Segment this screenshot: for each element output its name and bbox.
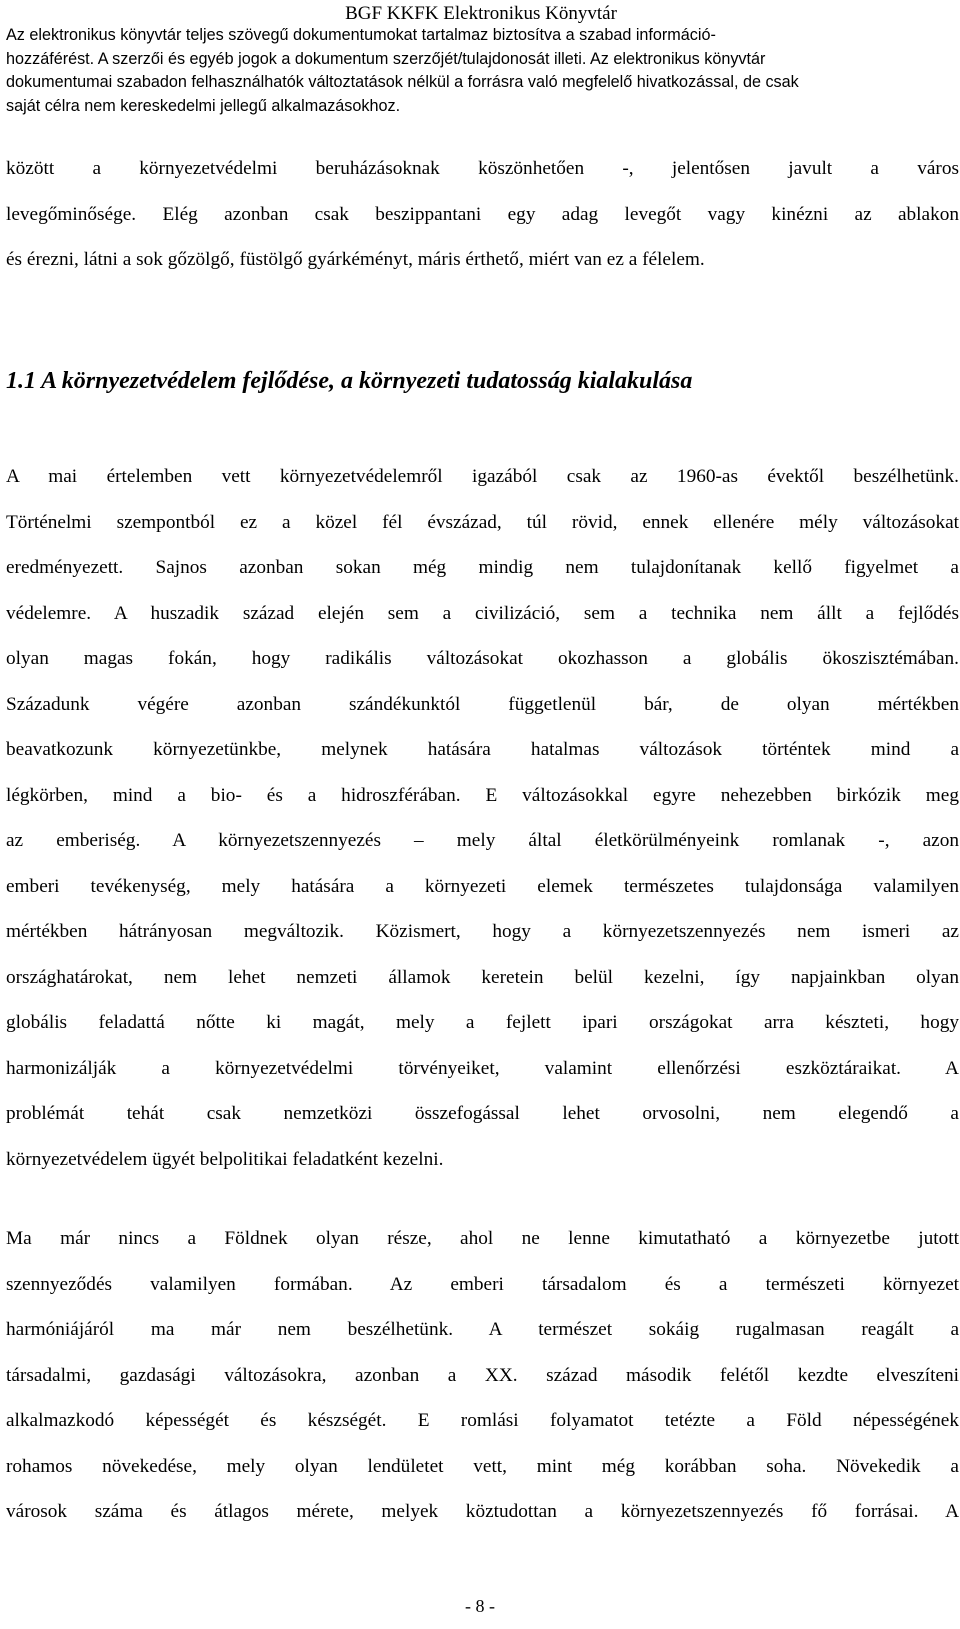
paragraph-line: alkalmazkodó képességét és készségét. E romlási folyamatot tetézte a Föld népességének (6, 1410, 959, 1431)
notice-line: dokumentumai szabadon felhasználhatók változtatások nélkül a forrásra való megfelelő hivatkozással, de csak (6, 73, 799, 91)
library-notice-banner (6, 3, 956, 118)
paragraph-line: rohamos növekedése, mely olyan lendületet vett, mint még korábban soha. Növekedik a (6, 1455, 959, 1477)
paragraph-line: védelemre. A huszadik század elején sem a civilizáció, sem a technika nem állt a fejlődés (6, 602, 959, 624)
paragraph-line: levegőminősége. Elég azonban csak beszippantani egy adag levegőt vagy kinézni az ablakon (6, 203, 959, 225)
notice-line: Az elektronikus könyvtár teljes szövegű dokumentumokat tartalmaz biztosítva a szabad információ- (6, 26, 716, 44)
paragraph-line: légkörben, mind a bio- és a hidroszférában. E változásokkal egyre nehezebben birkózik meg (6, 784, 959, 806)
paragraph-line: globális feladattá nőtte ki magát, mely a fejlett ipari országokat arra készteti, hogy (6, 1012, 959, 1033)
paragraph-line: beavatkozunk környezetünkbe, melynek hatására hatalmas változások történtek mind a (6, 739, 959, 760)
paragraph-line: problémát tehát csak nemzetközi összefogással lehet orvosolni, nem elegendő a (6, 1103, 959, 1124)
notice-line: hozzáférést. A szerzői és egyéb jogok a dokumentum szerzőjét/tulajdonosát illeti. Az elektronikus könyvtár (6, 49, 766, 68)
paragraph-pollution (6, 1216, 959, 1535)
paragraph-line: A mai értelemben vett környezetvédelemről igazából csak az 1960-as évektől beszélhetünk. (6, 466, 959, 487)
paragraph-line: Századunk végére azonban szándékunktól függetlenül bár, de olyan mértékben (6, 693, 959, 715)
paragraph-line: eredményezett. Sajnos azonban sokan még mindig nem tulajdonítanak kellő figyelmet a (6, 557, 959, 578)
paragraph-environmental-protection (6, 454, 959, 1182)
paragraph-line: társadalmi, gazdasági változásokra, azonban a XX. század második felétől kezdte elveszíteni (6, 1364, 959, 1386)
paragraph-line: mértékben hátrányosan megváltozik. Közismert, hogy a környezetszennyezés nem ismeri az (6, 921, 959, 942)
page-number: - 8 - (465, 1596, 495, 1616)
paragraph-line: és érezni, látni a sok gőzölgő, füstölgő gyárkéményt, máris érthető, miért van ez a félelem. (6, 249, 705, 270)
paragraph-line: emberi tevékenység, mely hatására a környezeti elemek természetes tulajdonsága valamilyen (6, 875, 959, 897)
paragraph-line: az emberiség. A környezetszennyezés – mely által életkörülményeink romlanak -, azon (6, 830, 959, 851)
paragraph-line: között a környezetvédelmi beruházásoknak köszönhetően -, jelentősen javult a város (6, 158, 959, 179)
paragraph-line: országhatárokat, nem lehet nemzeti államok keretein belül kezelni, így napjainkban olyan (6, 966, 959, 988)
paragraph-line: Ma már nincs a Földnek olyan része, ahol ne lenne kimutatható a környezetbe jutott (6, 1228, 959, 1249)
paragraph-line: városok száma és átlagos mérete, melyek köztudottan a környezetszennyezés fő forrásai. A (6, 1501, 959, 1522)
paragraph-line: környezetvédelem ügyét belpolitikai feladatként kezelni. (6, 1148, 444, 1170)
library-name: BGF KKFK Elektronikus Könyvtár (345, 3, 617, 24)
notice-line: saját célra nem kereskedelmi jellegű alkalmazásokhoz. (6, 96, 401, 115)
paragraph-line: harmóniájáról ma már nem beszélhetünk. A természet sokáig rugalmasan reagált a (6, 1319, 959, 1340)
paragraph-intro (6, 146, 959, 283)
paragraph-line: olyan magas fokán, hogy radikális változásokat okozhasson a globális ökoszisztémában. (6, 648, 959, 669)
paragraph-line: harmonizálják a környezetvédelmi törvényeiket, valamint ellenőrzési eszköztáraikat. A (6, 1057, 959, 1079)
paragraph-line: Történelmi szempontból ez a közel fél évszázad, túl rövid, ennek ellenére mély változásokat (6, 511, 959, 533)
section-heading: 1.1 A környezetvédelem fejlődése, a környezeti tudatosság kialakulása (6, 368, 693, 394)
paragraph-line: szennyeződés valamilyen formában. Az emberi társadalom és a természeti környezet (6, 1273, 959, 1295)
